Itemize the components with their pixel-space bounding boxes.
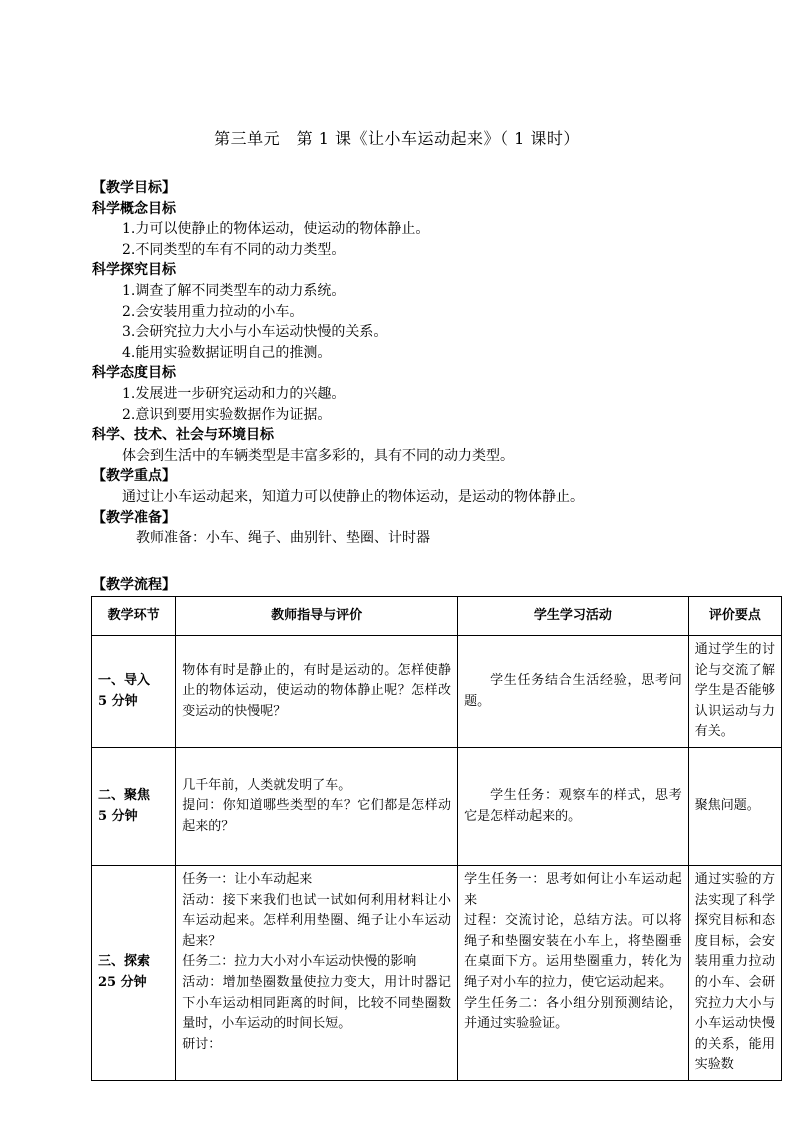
student-activity-cell: 学生任务：观察车的样式，思考它是怎样动起来的。	[458, 748, 689, 866]
teacher-text-line: 提问：你知道哪些类型的车？它们都是怎样动起来的？	[182, 798, 452, 834]
column-header-evaluation: 评价要点	[688, 597, 781, 636]
teacher-text-line: 任务一：让小车动起来	[182, 872, 313, 887]
key-points-text: 通过让小车运动起来，知道力可以使静止的物体运动，是运动的物体静止。	[122, 488, 584, 505]
list-item: 4.能用实验数据证明自己的推测。	[122, 344, 332, 361]
subheading-stse: 科学、技术、社会与环境目标	[92, 427, 274, 444]
student-text-line: 学生任务一：思考如何让小车运动起来	[464, 872, 682, 908]
stage-label: 三、探索	[98, 954, 151, 970]
evaluation-cell: 聚焦问题。	[688, 748, 781, 866]
page-title: 第三单元 第 1 课《让小车运动起来》（ 1 课时）	[214, 129, 580, 148]
list-item: 1.力可以使静止的物体运动，使运动的物体静止。	[122, 221, 430, 238]
student-activity-cell: 学生任务结合生活经验，思考问题。	[458, 636, 689, 748]
evaluation-cell: 通过学生的讨论与交流了解学生是否能够认识运动与力有关。	[688, 636, 781, 748]
table-row	[92, 748, 782, 866]
teacher-text-line: 几千年前，人类就发明了车。	[182, 777, 352, 793]
student-activity-cell	[458, 866, 689, 1081]
stse-text: 体会到生活中的车辆类型是丰富多彩的，具有不同的动力类型。	[122, 447, 514, 464]
stage-duration: 25 分钟	[98, 974, 147, 990]
stage-cell	[92, 748, 176, 866]
student-text-line: 过程：交流讨论，总结方法。可以将绳子和垫圈安装在小车上，将垫圈垂在桌面下方。运用垫圈重力，转化为绳子对小车的拉力，使它运动起来。	[464, 913, 682, 990]
teacher-guidance-cell	[176, 866, 458, 1081]
stage-cell	[92, 636, 176, 748]
subheading-attitude: 科学态度目标	[92, 365, 176, 382]
list-item: 1.发展进一步研究运动和力的兴趣。	[122, 385, 346, 402]
table-row	[92, 636, 782, 748]
stage-cell	[92, 866, 176, 1081]
list-item: 1.调查了解不同类型车的动力系统。	[122, 282, 346, 299]
teaching-flow-table	[91, 596, 782, 1081]
stage-label: 一、导入	[98, 672, 151, 688]
stage-duration: 5 分钟	[98, 693, 138, 709]
teacher-text-line: 活动：接下来我们也试一试如何利用材料让小车运动起来。怎样利用垫圈、绳子让小车运动起来？	[182, 892, 452, 949]
column-header-stage: 教学环节	[92, 597, 176, 636]
column-header-student: 学生学习活动	[458, 597, 689, 636]
list-item: 2.会安装用重力拉动的小车。	[122, 303, 304, 320]
column-header-teacher: 教师指导与评价	[176, 597, 458, 636]
teacher-guidance-cell: 物体有时是静止的，有时是运动的。怎样使静止的物体运动，使运动的物体静止呢？怎样改变运动的快慢呢？	[176, 636, 458, 748]
teacher-text-line: 活动：增加垫圈数量使拉力变大，用计时器记下小车运动相同距离的时间，比较不同垫圈数量时，小车运动的时间长短。	[182, 974, 452, 1032]
table-row	[92, 866, 782, 1081]
subheading-concept: 科学概念目标	[92, 200, 176, 217]
list-item: 3.会研究拉力大小与小车运动快慢的关系。	[122, 324, 388, 341]
section-heading-goals: 【教学目标】	[92, 180, 176, 196]
list-item: 2.意识到要用实验数据作为证据。	[122, 406, 332, 423]
preparation-text: 教师准备：小车、绳子、曲别针、垫圈、计时器	[136, 530, 430, 547]
evaluation-cell: 通过实验的方法实现了科学探究目标和态度目标，会安装用重力拉动的小车、会研究拉力大小与小车运动快慢的关系，能用实验数	[688, 866, 781, 1081]
subheading-inquiry: 科学探究目标	[92, 262, 176, 279]
stage-duration: 5 分钟	[98, 808, 138, 824]
teacher-text-line: 任务二：拉力大小对小车运动快慢的影响	[182, 954, 417, 970]
section-heading-preparation: 【教学准备】	[92, 509, 176, 526]
lesson-objectives	[92, 178, 782, 549]
list-item: 2.不同类型的车有不同的动力类型。	[122, 241, 346, 258]
teacher-guidance-cell	[176, 748, 458, 866]
stage-label: 二、聚焦	[98, 787, 151, 803]
table-header-row	[92, 597, 782, 636]
teacher-text-line: 研讨：	[182, 1036, 222, 1052]
student-text-line: 学生任务二：各小组分别预测结论，并通过实验验证。	[464, 995, 682, 1032]
section-heading-key-points: 【教学重点】	[92, 468, 176, 485]
section-heading-flow: 【教学流程】	[92, 577, 176, 593]
